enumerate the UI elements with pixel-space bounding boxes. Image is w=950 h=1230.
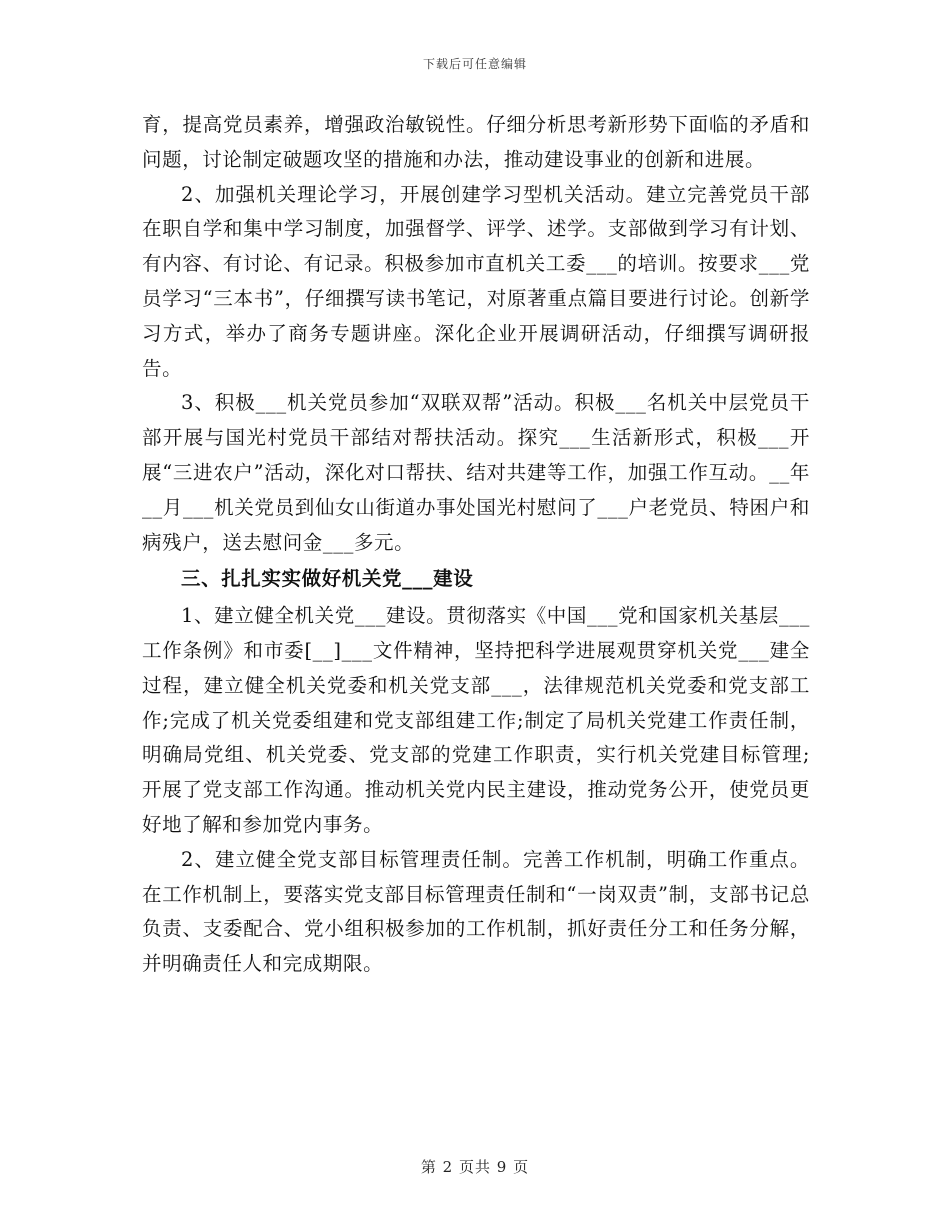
section-heading-3: 三、扎扎实实做好机关党___建设 xyxy=(181,567,474,591)
paragraph-section3-item-2: 2、建立健全党支部目标管理责任制。完善工作机制，明确工作重点。在工作机制上，要落实党支部目标管理责任制和“一岗双责”制，支部书记总负责、支委配合、党小组积极参加的工作机制，抓好责任分工和任务分解，并明确责任人和完成期限。 xyxy=(142,847,810,976)
page-footer: 第 2 页共 9 页 xyxy=(420,1158,530,1176)
page-header: 下载后可任意编辑 xyxy=(422,57,527,71)
document-body xyxy=(142,108,810,982)
paragraph-continuation: 育，提高党员素养，增强政治敏锐性。仔细分析思考新形势下面临的矛盾和问题，讨论制定破题攻坚的措施和办法，推动建设事业的创新和进展。 xyxy=(142,113,810,171)
paragraph-section3-item-1: 1、建立健全机关党___建设。贯彻落实《中国___党和国家机关基层___工作条例》和市委[__]___文件精神，坚持把科学进展观贯穿机关党___建全过程，建立健全机关党委和机关党支部___，法律规范机关党委和党支部工作;完成了机关党委组建和党支部组建工作;制定了局机关党建工作责任制，明确局党组、机关党委、党支部的党建工作职责，实行机关党建目标管理;开展了党支部工作沟通。推动机关党内民主建设，推动党务公开，使党员更好地了解和参加党内事务。 xyxy=(142,604,810,836)
paragraph-item-2: 2、加强机关理论学习，开展创建学习型机关活动。建立完善党员干部在职自学和集中学习制度，加强督学、评学、述学。支部做到学习有计划、有内容、有讨论、有记录。积极参加市直机关工委___的培训。按要求___党员学习“三本书”，仔细撰写读书笔记，对原著重点篇目要进行讨论。创新学习方式，举办了商务专题讲座。深化企业开展调研活动，仔细撰写调研报告。 xyxy=(142,182,810,380)
paragraph-item-3: 3、积极___机关党员参加“双联双帮”活动。积极___名机关中层党员干部开展与国光村党员干部结对帮扶活动。探究___生活新形式，积极___开展“三进农户”活动，深化对口帮扶、结对共建等工作，加强工作互动。__年__月___机关党员到仙女山街道办事处国光村慰问了___户老党员、特困户和病残户，送去慰问金___多元。 xyxy=(142,391,810,554)
